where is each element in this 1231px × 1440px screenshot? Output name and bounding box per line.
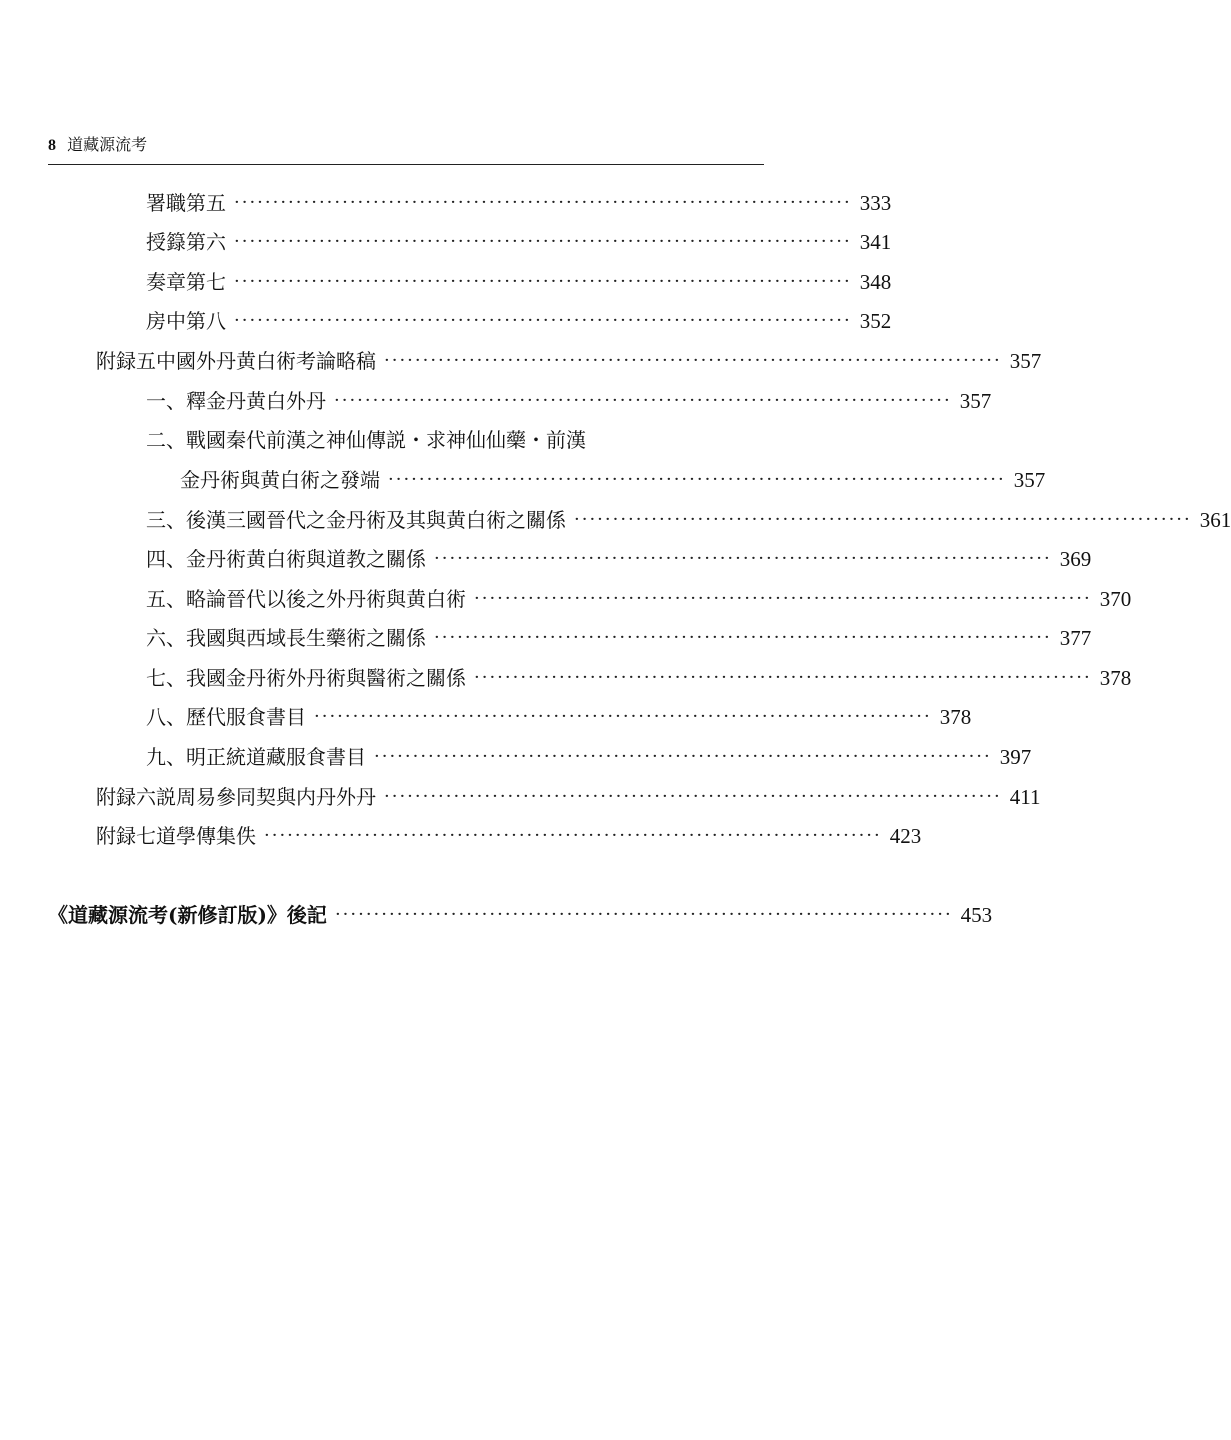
toc-entry-page: 352: [859, 309, 892, 333]
toc-entry-label: 中國外丹黄白術考論略稿: [156, 349, 376, 373]
toc-entry: [146, 188, 892, 218]
toc-entry-label: 三、後漢三國晉代之金丹術及其與黄白術之關係: [146, 508, 566, 532]
toc-entry-page: 370: [1099, 587, 1132, 611]
toc-entry-page: 369: [1059, 547, 1092, 571]
toc-entry-label: 七、我國金丹術外丹術與醫術之關係: [146, 666, 466, 690]
toc-entry: [146, 267, 892, 297]
toc-entry-appendix: [96, 346, 1042, 376]
toc-entry-label: 《道藏源流考(新修訂版)》後記: [48, 903, 327, 927]
toc-entry-label: 六、我國與西域長生藥術之關係: [146, 626, 426, 650]
dot-leader: ················································································: [374, 746, 992, 767]
toc-entry-label: 二、戰國秦代前漢之神仙傳説・求神仙仙藥・前漢: [146, 428, 586, 452]
toc-entry-page: 423: [889, 824, 922, 848]
toc-entry-page: 357: [959, 389, 992, 413]
toc-entry-continuation: [180, 465, 1046, 495]
toc-entry-page: 361: [1199, 508, 1231, 532]
dot-leader: ················································································: [384, 350, 1002, 371]
dot-leader: ················································································: [234, 310, 852, 331]
toc-entry-label: 四、金丹術黄白術與道教之關係: [146, 547, 426, 571]
toc-entry-label: 房中第八: [146, 309, 226, 333]
toc-entry: [146, 505, 1231, 535]
header-running-title: 道藏源流考: [67, 135, 148, 154]
toc-entry: [146, 227, 892, 257]
toc-entry-page: 348: [859, 270, 892, 294]
toc-entry: [146, 623, 1092, 653]
toc-entry-label: 一、釋金丹黄白外丹: [146, 389, 326, 413]
toc-entry-page: 378: [939, 705, 972, 729]
toc-entry: [146, 584, 1132, 614]
dot-leader: ················································································: [234, 271, 852, 292]
toc-entry: [146, 425, 762, 455]
dot-leader: ················································································: [474, 588, 1092, 609]
dot-leader: ················································································: [334, 904, 953, 925]
dot-leader: ················································································: [434, 627, 1052, 648]
running-header: [48, 132, 147, 155]
toc-entry: [146, 742, 1032, 772]
toc-entry-page: 377: [1059, 626, 1092, 650]
dot-leader: ················································································: [574, 509, 1192, 530]
toc-entry: [146, 306, 892, 336]
toc-entry-afterword: [48, 900, 993, 930]
toc-entry-label: 道學傳集佚: [156, 824, 256, 848]
toc-entry-prefix: 附録五: [96, 349, 156, 373]
toc-entry-page: 411: [1009, 785, 1041, 809]
toc-entry-appendix: [96, 821, 922, 851]
toc-entry-page: 333: [859, 191, 892, 215]
toc-entry-prefix: 附録七: [96, 824, 156, 848]
toc-entry-prefix: 附録六: [96, 785, 156, 809]
toc-entry-label: 金丹術與黄白術之發端: [180, 468, 380, 492]
toc-entry: [146, 544, 1092, 574]
dot-leader: ················································································: [234, 192, 852, 213]
toc-entry-label: 九、明正統道藏服食書目: [146, 745, 366, 769]
header-page-number: 8: [48, 137, 56, 154]
dot-leader: ················································································: [314, 706, 932, 727]
dot-leader: ················································································: [334, 390, 952, 411]
toc-entry: [146, 702, 972, 732]
toc-entry-label: 五、略論晉代以後之外丹術與黄白術: [146, 587, 466, 611]
dot-leader: ················································································: [264, 825, 882, 846]
toc-entry: [146, 663, 1132, 693]
toc-entry-page: 357: [1013, 468, 1046, 492]
toc-entry-label: 八、歷代服食書目: [146, 705, 306, 729]
dot-leader: ················································································: [234, 231, 852, 252]
toc-entry: [146, 386, 992, 416]
dot-leader: ················································································: [388, 469, 1006, 490]
toc-entry-label: 授籙第六: [146, 230, 226, 254]
dot-leader: ················································································: [434, 548, 1052, 569]
toc-entry-page: 397: [999, 745, 1032, 769]
toc-entry-page: 341: [859, 230, 892, 254]
toc-entry-label: 署職第五: [146, 191, 226, 215]
toc-entry-appendix: [96, 782, 1041, 812]
dot-leader: ················································································: [474, 667, 1092, 688]
toc-entry-label: 説周易參同契與内丹外丹: [156, 785, 376, 809]
header-rule: [48, 164, 764, 165]
toc-entry-page: 378: [1099, 666, 1132, 690]
toc-entry-page: 357: [1009, 349, 1042, 373]
toc-entry-label: 奏章第七: [146, 270, 226, 294]
dot-leader: ················································································: [384, 786, 1002, 807]
toc-entry-page: 453: [960, 903, 993, 927]
